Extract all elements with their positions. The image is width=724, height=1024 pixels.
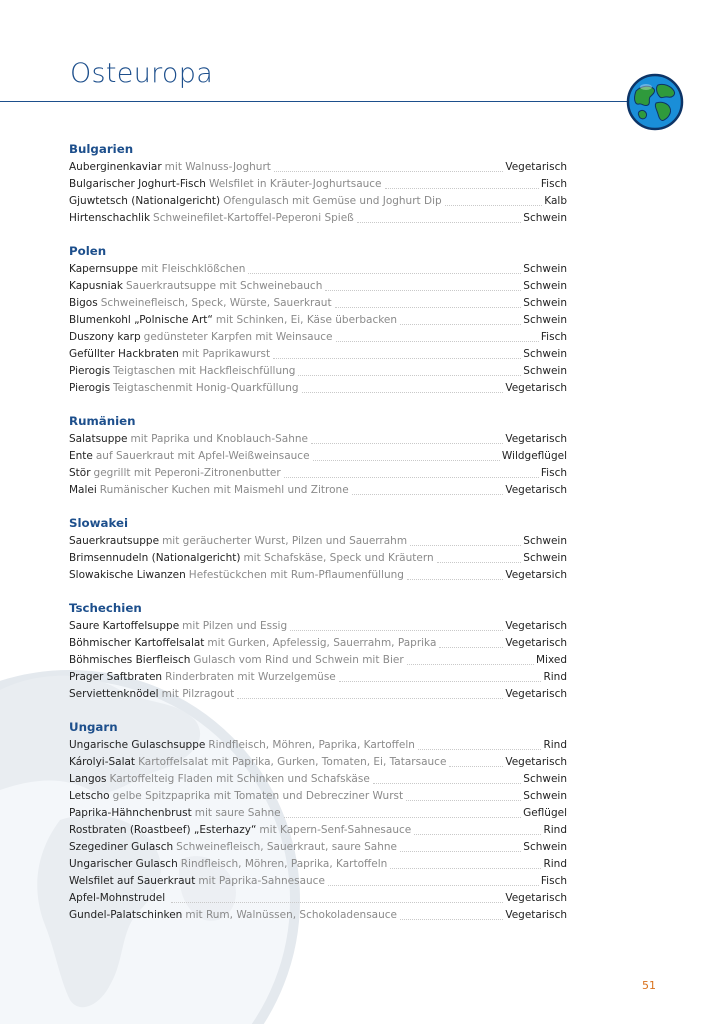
dish-category: Schwein (523, 841, 567, 853)
dish-name: Szegediner Gulasch (69, 841, 174, 853)
dish-name: Blumenkohl „Polnische Art“ (69, 314, 213, 326)
dish-category: Schwein (523, 790, 567, 802)
dish-name: Prager Saftbraten (69, 671, 163, 683)
dot-leader (328, 885, 539, 886)
dish-row (69, 617, 567, 634)
dot-leader (171, 902, 503, 903)
dish-description: mit Rum, Walnüssen, Schokoladensauce (185, 909, 397, 921)
dish-row (69, 447, 567, 464)
dish-category: Rind (543, 858, 567, 870)
dot-leader (335, 307, 522, 308)
dish-description: mit Paprika und Knoblauch-Sahne (130, 433, 308, 445)
dot-leader (302, 392, 504, 393)
dot-leader (274, 171, 503, 172)
dish-category: Fisch (540, 467, 567, 479)
dish-category: Schwein (523, 212, 567, 224)
dish-category: Mixed (536, 654, 567, 666)
dish-category: Schwein (523, 348, 567, 360)
dish-row (69, 872, 567, 889)
dish-name: Stör (69, 467, 91, 479)
dish-category: Schwein (523, 535, 567, 547)
dish-description: Rumänischer Kuchen mit Maismehl und Zitrone (99, 484, 349, 496)
dish-row (69, 379, 567, 396)
dish-category: Rind (543, 739, 567, 751)
dish-description: gedünsteter Karpfen mit Weinsauce (143, 331, 333, 343)
dish-row (69, 753, 567, 770)
dish-description: Schweinefilet-Kartoffel-Peperoni Spieß (153, 212, 354, 224)
dish-category: Fisch (540, 331, 567, 343)
section-heading: Rumänien (69, 414, 136, 428)
dot-leader (406, 800, 521, 801)
dish-name: Bulgarischer Joghurt-Fisch (69, 178, 206, 190)
dish-category: Fisch (540, 178, 567, 190)
section-heading: Slowakei (69, 516, 129, 530)
dish-row (69, 430, 567, 447)
dish-description: mit saure Sahne (194, 807, 281, 819)
dish-category: Vegetarisch (505, 484, 567, 496)
menu-section (69, 515, 567, 583)
menu-section (69, 141, 567, 226)
dish-row (69, 804, 567, 821)
dish-row (69, 685, 567, 702)
dish-description: mit Fleischklößchen (140, 263, 246, 275)
menu-section (69, 243, 567, 396)
dot-leader (410, 545, 521, 546)
dish-name: Kapusniak (69, 280, 124, 292)
dish-category: Schwein (523, 280, 567, 292)
dish-name: Kapernsuppe (69, 263, 138, 275)
dish-category: Vegetarisch (505, 382, 567, 394)
dish-category: Rind (543, 824, 567, 836)
dish-description: Rindfleisch, Möhren, Paprika, Kartoffeln (180, 858, 388, 870)
dish-description: Welsfilet in Kräuter-Joghurtsauce (208, 178, 382, 190)
dish-description: mit geräucherter Wurst, Pilzen und Sauerrahm (162, 535, 408, 547)
dot-leader (311, 443, 503, 444)
dish-description: mit Paprika-Sahnesauce (198, 875, 325, 887)
dot-leader (418, 749, 542, 750)
menu-section (69, 719, 567, 923)
section-heading: Polen (69, 244, 107, 258)
dish-row (69, 668, 567, 685)
dish-name: Slowakische Liwanzen (69, 569, 186, 581)
menu-sections (69, 141, 567, 940)
dish-category: Vegetarisch (505, 620, 567, 632)
dish-row (69, 906, 567, 923)
dish-category: Schwein (523, 297, 567, 309)
page-number: 51 (642, 979, 656, 992)
dish-description: mit Schinken, Ei, Käse überbacken (215, 314, 398, 326)
dish-name: Sauerkrautsuppe (69, 535, 160, 547)
dish-row (69, 651, 567, 668)
dot-leader (248, 273, 521, 274)
dot-leader (407, 579, 503, 580)
dish-description: Gulasch vom Rind und Schwein mit Bier (193, 654, 404, 666)
dish-row (69, 277, 567, 294)
dish-description: Hefestückchen mit Rum-Pflaumenfüllung (188, 569, 404, 581)
dish-category: Fisch (540, 875, 567, 887)
dish-name: Apfel-Mohnstrudel (69, 892, 166, 904)
dish-description: Rinderbraten mit Wurzelgemüse (165, 671, 336, 683)
dish-category: Wildgeflügel (501, 450, 567, 462)
dish-description: mit Kapern-Senf-Sahnesauce (259, 824, 412, 836)
dish-description: Teigtaschen mit Hackfleischfüllung (113, 365, 296, 377)
dish-row (69, 362, 567, 379)
dish-name: Gefüllter Hackbraten (69, 348, 179, 360)
dish-row (69, 566, 567, 583)
dish-description: mit Pilzragout (161, 688, 235, 700)
dish-row (69, 855, 567, 872)
dish-name: Welsfilet auf Sauerkraut (69, 875, 196, 887)
dot-leader (385, 188, 539, 189)
dish-name: Ungarische Gulaschsuppe (69, 739, 206, 751)
dish-row (69, 549, 567, 566)
dot-leader (313, 460, 500, 461)
dot-leader (373, 783, 521, 784)
dot-leader (414, 834, 541, 835)
dish-name: Auberginenkaviar (69, 161, 162, 173)
dot-leader (298, 375, 521, 376)
menu-section (69, 413, 567, 498)
dish-name: Malei (69, 484, 97, 496)
dot-leader (237, 698, 503, 699)
dish-name: Gundel-Palatschinken (69, 909, 183, 921)
dot-leader (284, 817, 521, 818)
dish-row (69, 294, 567, 311)
dish-name: Saure Kartoffelsuppe (69, 620, 180, 632)
dish-name: Salatsuppe (69, 433, 128, 445)
dish-row (69, 175, 567, 192)
dot-leader (273, 358, 521, 359)
dot-leader (437, 562, 522, 563)
dish-name: Pierogis (69, 382, 111, 394)
dot-leader (400, 919, 503, 920)
dish-category: Vegetarisch (505, 637, 567, 649)
dish-category: Kalb (544, 195, 567, 207)
dish-description: Teigtaschenmit Honig-Quarkfüllung (113, 382, 299, 394)
dish-category: Schwein (523, 773, 567, 785)
dish-row (69, 634, 567, 651)
dot-leader (439, 647, 503, 648)
dish-description: mit Walnuss-Joghurt (164, 161, 271, 173)
dish-description: Ofengulasch mit Gemüse und Joghurt Dip (223, 195, 442, 207)
dish-name: Károlyi-Salat (69, 756, 136, 768)
dish-category: Vegetarisch (505, 909, 567, 921)
dish-row (69, 192, 567, 209)
dish-name: Böhmischer Kartoffelsalat (69, 637, 205, 649)
dish-description: Kartoffelsalat mit Paprika, Gurken, Tomaten, Ei, Tatarsauce (138, 756, 447, 768)
dish-row (69, 345, 567, 362)
dish-row (69, 328, 567, 345)
page-title: Osteuropa (70, 58, 214, 89)
dish-name: Ente (69, 450, 93, 462)
dot-leader (357, 222, 521, 223)
dish-category: Vegetarisch (505, 756, 567, 768)
dish-category: Vegetarisch (505, 161, 567, 173)
dish-row (69, 464, 567, 481)
dish-category: Schwein (523, 365, 567, 377)
dish-name: Gjuwtetsch (Nationalgericht) (69, 195, 221, 207)
dish-category: Schwein (523, 263, 567, 275)
dish-category: Vegetarisch (505, 433, 567, 445)
dot-leader (445, 205, 543, 206)
dot-leader (336, 341, 539, 342)
dish-description: Kartoffelteig Fladen mit Schinken und Schafskäse (109, 773, 370, 785)
dish-row (69, 889, 567, 906)
dish-name: Serviettenknödel (69, 688, 159, 700)
dish-description: auf Sauerkraut mit Apfel-Weißweinsauce (95, 450, 310, 462)
dish-row (69, 532, 567, 549)
section-heading: Tschechien (69, 601, 142, 615)
dish-description: mit Schafskäse, Speck und Kräutern (243, 552, 434, 564)
dish-row (69, 787, 567, 804)
dish-name: Letscho (69, 790, 110, 802)
dish-description: Schweinefleisch, Speck, Würste, Sauerkraut (100, 297, 332, 309)
dot-leader (449, 766, 503, 767)
dot-leader (400, 324, 521, 325)
dish-description: mit Pilzen und Essig (182, 620, 288, 632)
dot-leader (352, 494, 504, 495)
title-rule (0, 101, 640, 102)
dish-row (69, 838, 567, 855)
dish-row (69, 736, 567, 753)
dish-name: Pierogis (69, 365, 111, 377)
dish-row (69, 481, 567, 498)
dish-category: Schwein (523, 552, 567, 564)
dish-category: Vegetarsich (505, 569, 567, 581)
dish-row (69, 821, 567, 838)
menu-section (69, 600, 567, 702)
dot-leader (390, 868, 541, 869)
section-heading: Ungarn (69, 720, 118, 734)
dish-name: Ungarischer Gulasch (69, 858, 178, 870)
dish-name: Paprika-Hähnchenbrust (69, 807, 192, 819)
dot-leader (290, 630, 503, 631)
dish-category: Rind (543, 671, 567, 683)
dot-leader (284, 477, 539, 478)
dish-category: Geflügel (523, 807, 567, 819)
dot-leader (339, 681, 542, 682)
dish-description: Sauerkrautsuppe mit Schweinebauch (126, 280, 323, 292)
dot-leader (400, 851, 521, 852)
dish-category: Schwein (523, 314, 567, 326)
dish-name: Hirtenschachlik (69, 212, 151, 224)
dish-row (69, 260, 567, 277)
globe-icon (626, 73, 684, 131)
dish-row (69, 770, 567, 787)
dish-row (69, 311, 567, 328)
dish-name: Bigos (69, 297, 98, 309)
dish-name: Rostbraten (Roastbeef) „Esterhazy“ (69, 824, 257, 836)
dish-category: Vegetarisch (505, 892, 567, 904)
dish-description: Schweinefleisch, Sauerkraut, saure Sahne (176, 841, 398, 853)
dish-row (69, 158, 567, 175)
dish-description: mit Gurken, Apfelessig, Sauerrahm, Paprika (207, 637, 437, 649)
dish-description: gelbe Spitzpaprika mit Tomaten und Debrecziner Wurst (112, 790, 404, 802)
dish-description: gegrillt mit Peperoni-Zitronenbutter (93, 467, 281, 479)
dish-row (69, 209, 567, 226)
dot-leader (325, 290, 521, 291)
dish-category: Vegetarisch (505, 688, 567, 700)
dish-description: mit Paprikawurst (181, 348, 271, 360)
section-heading: Bulgarien (69, 142, 134, 156)
dish-name: Brimsennudeln (Nationalgericht) (69, 552, 241, 564)
dot-leader (407, 664, 534, 665)
dish-description: Rindfleisch, Möhren, Paprika, Kartoffeln (208, 739, 415, 751)
dish-name: Langos (69, 773, 107, 785)
dish-name: Duszony karp (69, 331, 141, 343)
dish-name: Böhmisches Bierfleisch (69, 654, 191, 666)
